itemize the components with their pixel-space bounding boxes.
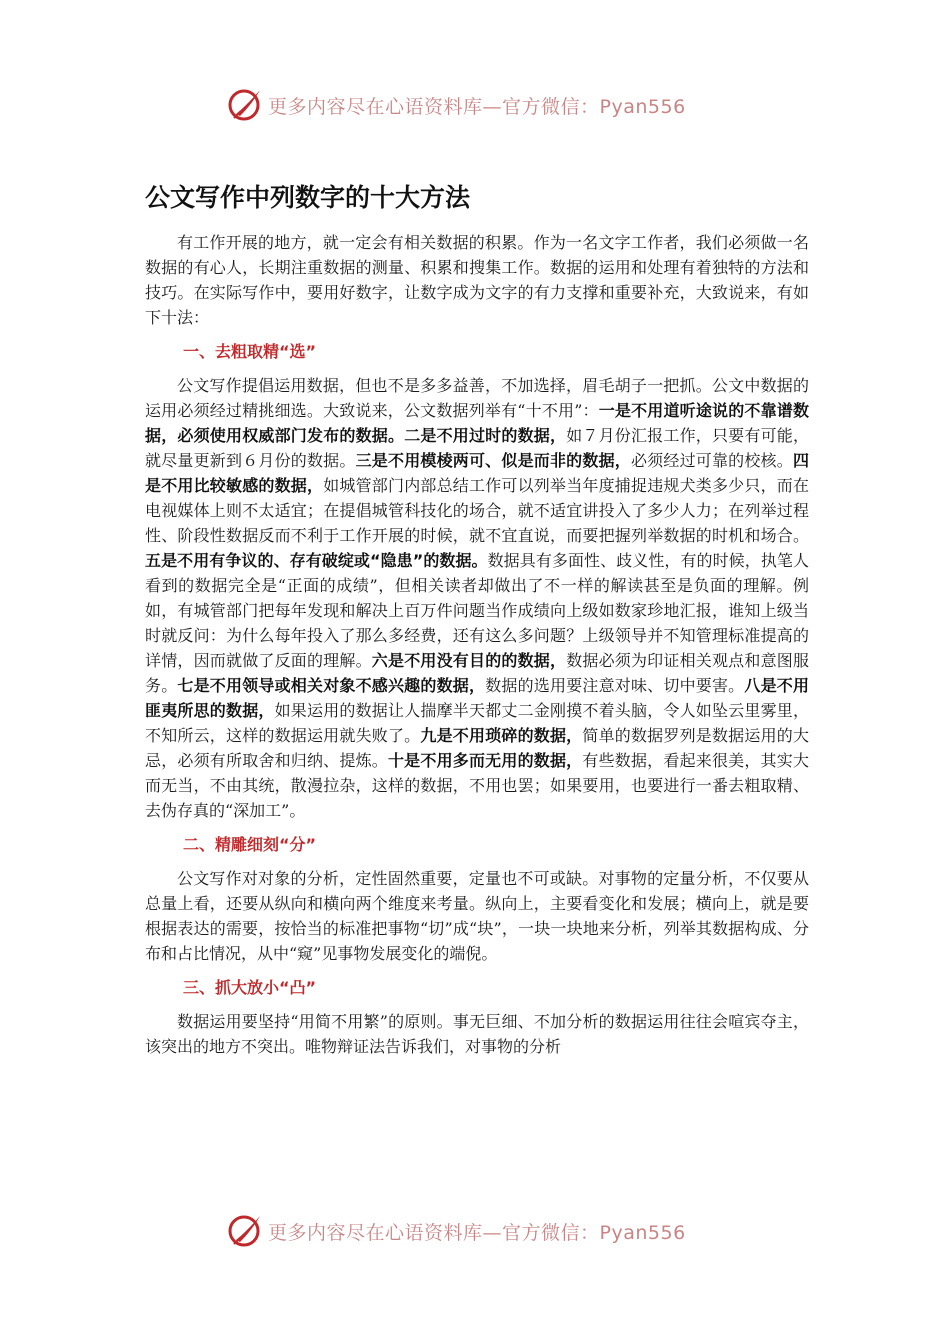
text-run: 如７月份汇报工作，只要有可能，就尽量更新到６月份的数据。 — [145, 426, 809, 470]
text-run: 如城管部门内部总结工作可以列举当年度捕捉违规犬类多少只，而在电视媒体上则不太适宜；在提倡城管科技化的场合，就不适宜讲投入了多少人力；在列举过程性、阶段性数据反而不利于工作开展的时候，就不宜直说，而要把握列举数据的时机和场合。 — [145, 476, 809, 545]
bold-run: 五是不用有争议的、存有破绽或“隐患”的数据。 — [145, 551, 488, 570]
header-banner — [0, 84, 950, 124]
text-run: 公文写作对对象的分析，定性固然重要，定量也不可或缺。对事物的定量分析，不仅要从总量上看，还要从纵向和横向两个维度来考量。纵向上，主要看变化和发展；横向上，就是要根据表达的需要，按恰当的标准把事物“切”成“块”，一块一块地来分析，列举其数据构成、分布和占比情况，从中“窥”见事物发展变化的端倪。 — [145, 869, 809, 963]
bold-run: 十是不用多而无用的数据， — [387, 751, 583, 770]
banner-label: 更多内容尽在心语资料库—官方微信： — [268, 96, 600, 118]
bold-run: 七是不用领导或相关对象不感兴趣的数据， — [177, 676, 486, 695]
banner-wechat: Pyan556 — [599, 1222, 686, 1244]
text-run: 如果运用的数据让人揣摩半天都丈二金刚摸不着头脑，令人如坠云里雾里，不知所云，这样的数据运用就失败了。 — [145, 701, 809, 745]
section-heading: 二、精雕细刻“分” — [183, 835, 317, 854]
banner-label: 更多内容尽在心语资料库—官方微信： — [268, 1222, 600, 1244]
text-run: 有些数据，看起来很美，其实大而无当，不由其统，散漫拉杂，这样的数据，不用也罢；如果要用，也要进行一番去粗取精、去伪存真的“深加工”。 — [145, 751, 809, 820]
bold-run: 四是不用比较敏感的数据， — [145, 451, 809, 495]
intro-paragraph: 有工作开展的地方，就一定会有相关数据的积累。作为一名文字工作者，我们必须做一名数据的有心人，长期注重数据的测量、积累和搜集工作。数据的运用和处理有着独特的方法和技巧。在实际写作中，要用好数字，让数字成为文字的有力支撑和重要补充，大致说来，有如下十法： — [145, 233, 809, 327]
quill-logo-icon — [226, 84, 266, 124]
text-run: 简单的数据罗列是数据运用的大忌，必须有所取舍和归纳、提炼。 — [145, 726, 809, 770]
bold-run: 三是不用模棱两可、似是而非的数据， — [355, 451, 631, 470]
bold-run: 六是不用没有目的的数据， — [371, 651, 567, 670]
text-run: 必须经过可靠的校核。 — [630, 451, 793, 470]
document-body — [145, 230, 809, 1059]
text-run: 数据具有多面性、歧义性，有的时候，执笔人看到的数据完全是“正面的成绩”，但相关读者却做出了不一样的解读甚至是负面的理解。例如，有城管部门把每年发现和解决上百万件问题当作成绩向上级如数家珍地汇报，谁知上级当时就反问：为什么每年投入了那么多经费，还有这么多问题？上级领导并不知管理标准提高的详情，因而就做了反面的理解。 — [145, 551, 809, 670]
banner-text — [268, 92, 686, 119]
banner-text — [268, 1218, 686, 1245]
text-run: 数据必须为印证相关观点和意图服务。 — [145, 651, 809, 695]
section-paragraph — [145, 373, 809, 823]
section-paragraph — [145, 1009, 809, 1059]
text-run: 公文写作提倡运用数据，但也不是多多益善，不加选择，眉毛胡子一把抓。公文中数据的运用必须经过精挑细选。大致说来，公文数据列举有“十不用”： — [145, 376, 809, 420]
section-paragraph — [145, 866, 809, 966]
bold-run: 一是不用道听途说的不靠谱数据，必须使用权威部门发布的数据。二是不用过时的数据， — [145, 401, 809, 445]
banner-wechat: Pyan556 — [599, 96, 686, 118]
text-run: 数据运用要坚持“用简不用繁”的原则。事无巨细、不加分析的数据运用往往会喧宾夺主，该突出的地方不突出。唯物辩证法告诉我们，对事物的分析 — [145, 1012, 809, 1056]
bold-run: 九是不用琐碎的数据， — [420, 726, 583, 745]
section-heading: 一、去粗取精“选” — [183, 342, 317, 361]
section-heading: 三、抓大放小“凸” — [183, 978, 317, 997]
page-title: 公文写作中列数字的十大方法 — [145, 183, 471, 212]
bold-run: 八是不用匪夷所思的数据， — [145, 676, 809, 720]
sections — [145, 339, 809, 1059]
quill-logo-icon — [226, 1210, 266, 1250]
footer-banner — [0, 1210, 950, 1250]
text-run: 数据的选用要注意对味、切中要害。 — [485, 676, 745, 695]
